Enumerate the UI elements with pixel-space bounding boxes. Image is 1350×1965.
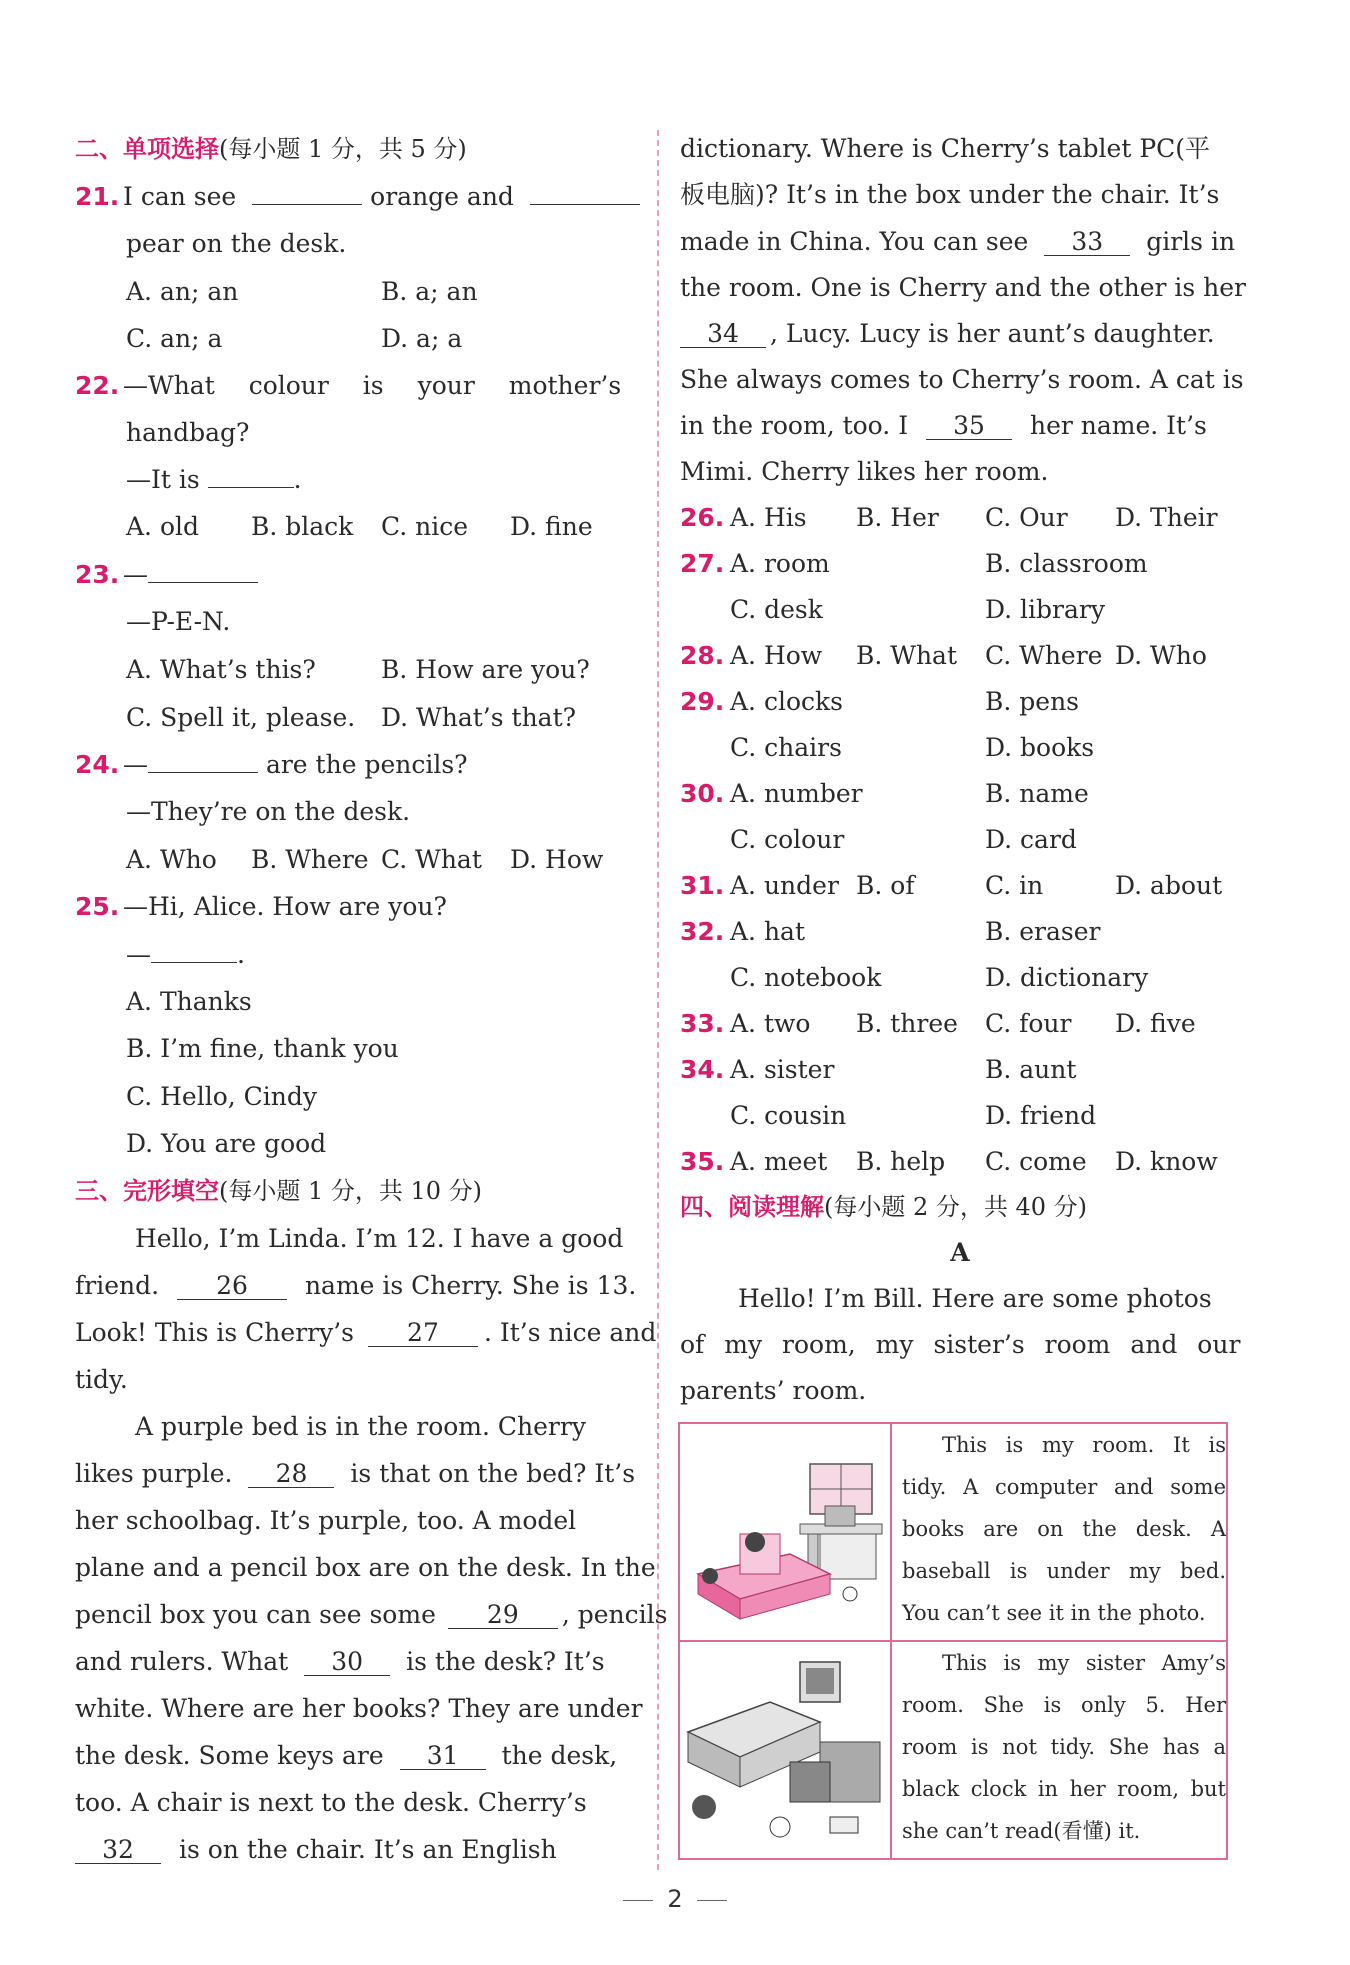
opt-31-d[interactable]: D. about [1115,871,1223,900]
cloze-line: the room. One is Cherry and the other is her [680,273,1247,302]
q24-option-b[interactable]: B. Where [251,845,369,874]
opt-29-c[interactable]: C. chairs [730,733,842,762]
q22-option-d[interactable]: D. fine [510,512,593,541]
q25-blank[interactable] [151,962,237,963]
opt-33-a[interactable]: A. two [730,1009,811,1038]
opt-29-a[interactable]: A. clocks [730,687,843,716]
opt-27-b[interactable]: B. classroom [985,549,1148,578]
cloze-line: the desk. Some keys are 31 the desk, [75,1741,618,1770]
opt-30-d[interactable]: D. card [985,825,1077,854]
opt-35-c[interactable]: C. come [985,1147,1087,1176]
opt-28-b[interactable]: B. What [856,641,958,670]
q23-option-d[interactable]: D. What’s that? [381,703,577,732]
opt-27-a[interactable]: A. room [730,549,830,578]
q24-option-d[interactable]: D. How [510,845,604,874]
cloze-line: Hello, I’m Linda. I’m 12. I have a good [135,1224,624,1253]
q25-option-a[interactable]: A. Thanks [126,987,252,1016]
option-row-27: 27. [680,549,725,578]
cloze-line: A purple bed is in the room. Cherry [135,1412,586,1441]
cloze-line: 32 is on the chair. It’s an English [75,1835,557,1865]
opt-26-d[interactable]: D. Their [1115,503,1218,532]
q23-reply: —P-E-N. [126,607,231,636]
q21-stem-cont: pear on the desk. [126,229,347,258]
reading-intro-line: Hello! I’m Bill. Here are some photos [738,1284,1212,1313]
option-row-26: 26. [680,503,725,532]
opt-33-b[interactable]: B. three [856,1009,958,1038]
blank-35[interactable]: 35 [926,413,1012,440]
q22-option-a[interactable]: A. old [126,512,199,541]
opt-32-d[interactable]: D. dictionary [985,963,1149,992]
opt-28-d[interactable]: D. Who [1115,641,1207,670]
q23-option-a[interactable]: A. What’s this? [126,655,316,684]
blank-34[interactable]: 34 [680,321,766,348]
opt-31-a[interactable]: A. under [730,871,839,900]
opt-30-a[interactable]: A. number [730,779,863,808]
q22-option-b[interactable]: B. black [251,512,354,541]
opt-34-b[interactable]: B. aunt [985,1055,1077,1084]
option-row-34: 34. [680,1055,725,1084]
q21-blank-2[interactable] [530,204,640,205]
passage-label: A [950,1238,970,1267]
opt-32-a[interactable]: A. hat [730,917,805,946]
cloze-line: made in China. You can see 33 girls in [680,227,1236,256]
opt-30-c[interactable]: C. colour [730,825,845,854]
opt-32-b[interactable]: B. eraser [985,917,1101,946]
cloze-line: too. A chair is next to the desk. Cherry’s [75,1788,587,1817]
q25-option-c[interactable]: C. Hello, Cindy [126,1082,318,1111]
q24-option-c[interactable]: C. What [381,845,482,874]
opt-29-d[interactable]: D. books [985,733,1095,762]
blank-33[interactable]: 33 [1044,229,1130,256]
opt-28-c[interactable]: C. Where [985,641,1103,670]
q25-option-d[interactable]: D. You are good [126,1129,327,1158]
q22-answer-line: —It is . [126,465,302,494]
q21-blank-1[interactable] [252,204,362,205]
opt-35-b[interactable]: B. help [856,1147,946,1176]
cloze-line: Mimi. Cherry likes her room. [680,457,1049,486]
q24-stem: 24. — are the pencils? [75,750,468,779]
page-number: 2 [0,1885,1350,1913]
option-row-30: 30. [680,779,725,808]
opt-33-d[interactable]: D. five [1115,1009,1196,1038]
q22-option-c[interactable]: C. nice [381,512,469,541]
blank-32[interactable]: 32 [75,1837,161,1864]
option-row-35: 35. [680,1147,725,1176]
photo-bills-room [680,1424,892,1640]
cloze-line: her schoolbag. It’s purple, too. A model [75,1506,577,1535]
opt-35-d[interactable]: D. know [1115,1147,1218,1176]
section3-heading: 三、完形填空(每小题 1 分，共 10 分) [75,1177,483,1205]
opt-30-b[interactable]: B. name [985,779,1089,808]
opt-34-a[interactable]: A. sister [730,1055,835,1084]
cloze-line: in the room, too. I 35 her name. It’s [680,411,1207,440]
blank-30[interactable]: 30 [304,1649,390,1676]
q23-stem: 23. — [75,560,258,590]
cloze-line: Look! This is Cherry’s 27 . It’s nice and [75,1318,657,1347]
q24-reply: —They’re on the desk. [126,797,411,826]
blank-28[interactable]: 28 [248,1461,334,1488]
cloze-line: tidy. [75,1365,128,1394]
opt-33-c[interactable]: C. four [985,1009,1072,1038]
opt-26-c[interactable]: C. Our [985,503,1068,532]
q21-option-c[interactable]: C. an; a [126,324,223,353]
photo2-caption: This is my sister Amy’s room. She is only 5. Her room is not tidy. She has a black clock in her room, but she can’t read(看懂) it. [902,1651,1226,1843]
blank-27[interactable]: 27 [368,1320,478,1347]
cloze-line: 板电脑)? It’s in the box under the chair. It’s [680,180,1220,209]
q21-option-a[interactable]: A. an; an [126,277,239,306]
opt-34-d[interactable]: D. friend [985,1101,1097,1130]
q21-option-b[interactable]: B. a; an [381,277,478,306]
cloze-line: 34 , Lucy. Lucy is her aunt’s daughter. [680,319,1215,349]
q23-blank[interactable] [148,582,258,583]
cloze-line: friend. 26 name is Cherry. She is 13. [75,1271,637,1300]
opt-35-a[interactable]: A. meet [730,1147,828,1176]
q25-reply: — . [126,940,245,969]
option-row-29: 29. [680,687,725,716]
q23-option-b[interactable]: B. How are you? [381,655,590,684]
opt-26-b[interactable]: B. Her [856,503,939,532]
q24-option-a[interactable]: A. Who [126,845,217,874]
q22-stem-cont: handbag? [126,418,250,447]
opt-28-a[interactable]: A. How [730,641,823,670]
photo-amys-room [680,1642,892,1858]
bed-room-illustration [680,1424,890,1640]
option-row-32: 32. [680,917,725,946]
q25-stem: 25. —Hi, Alice. How are you? [75,892,447,921]
opt-31-b[interactable]: B. of [856,871,915,900]
cloze-line: dictionary. Where is Cherry’s tablet PC(平 [680,134,1211,163]
blank-31[interactable]: 31 [400,1743,486,1770]
option-row-31: 31. [680,871,725,900]
cloze-line: white. Where are her books? They are under [75,1694,643,1723]
q22-blank[interactable] [208,487,294,488]
q23-option-c[interactable]: C. Spell it, please. [126,703,356,732]
opt-29-b[interactable]: B. pens [985,687,1079,716]
cloze-line: likes purple. 28 is that on the bed? It’s [75,1459,636,1488]
messy-room-illustration [680,1642,890,1858]
photo-table [678,1422,1228,1860]
q25-option-b[interactable]: B. I’m fine, thank you [126,1034,399,1063]
q21-stem: 21. I can see orange and [75,182,635,212]
option-row-33: 33. [680,1009,725,1038]
cloze-line: She always comes to Cherry’s room. A cat is [680,365,1244,394]
opt-32-c[interactable]: C. notebook [730,963,882,992]
cloze-line: and rulers. What 30 is the desk? It’s [75,1647,605,1676]
opt-31-c[interactable]: C. in [985,871,1044,900]
blank-26[interactable]: 26 [177,1273,287,1300]
cloze-line: plane and a pencil box are on the desk. In the [75,1553,656,1582]
photo1-caption: This is my room. It is tidy. A computer and some books are on the desk. A baseball is under my bed. You can’t see it in the photo. [902,1433,1226,1625]
opt-27-d[interactable]: D. library [985,595,1105,624]
q22-stem: 22. —What colour is your mother’s [75,371,622,400]
cloze-line: pencil box you can see some 29 , pencils [75,1600,668,1629]
q24-blank[interactable] [148,772,258,773]
blank-29[interactable]: 29 [448,1602,558,1629]
reading-intro-line: parents’ room. [680,1376,867,1405]
option-row-28: 28. [680,641,725,670]
opt-34-c[interactable]: C. cousin [730,1101,847,1130]
q21-option-d[interactable]: D. a; a [381,324,463,353]
section2-heading: 二、单项选择(每小题 1 分，共 5 分) [75,135,467,163]
section4-heading: 四、阅读理解(每小题 2 分，共 40 分) [680,1193,1088,1221]
opt-26-a[interactable]: A. His [730,503,807,532]
reading-intro-line: of my room, my sister’s room and our [680,1330,1241,1359]
opt-27-c[interactable]: C. desk [730,595,823,624]
